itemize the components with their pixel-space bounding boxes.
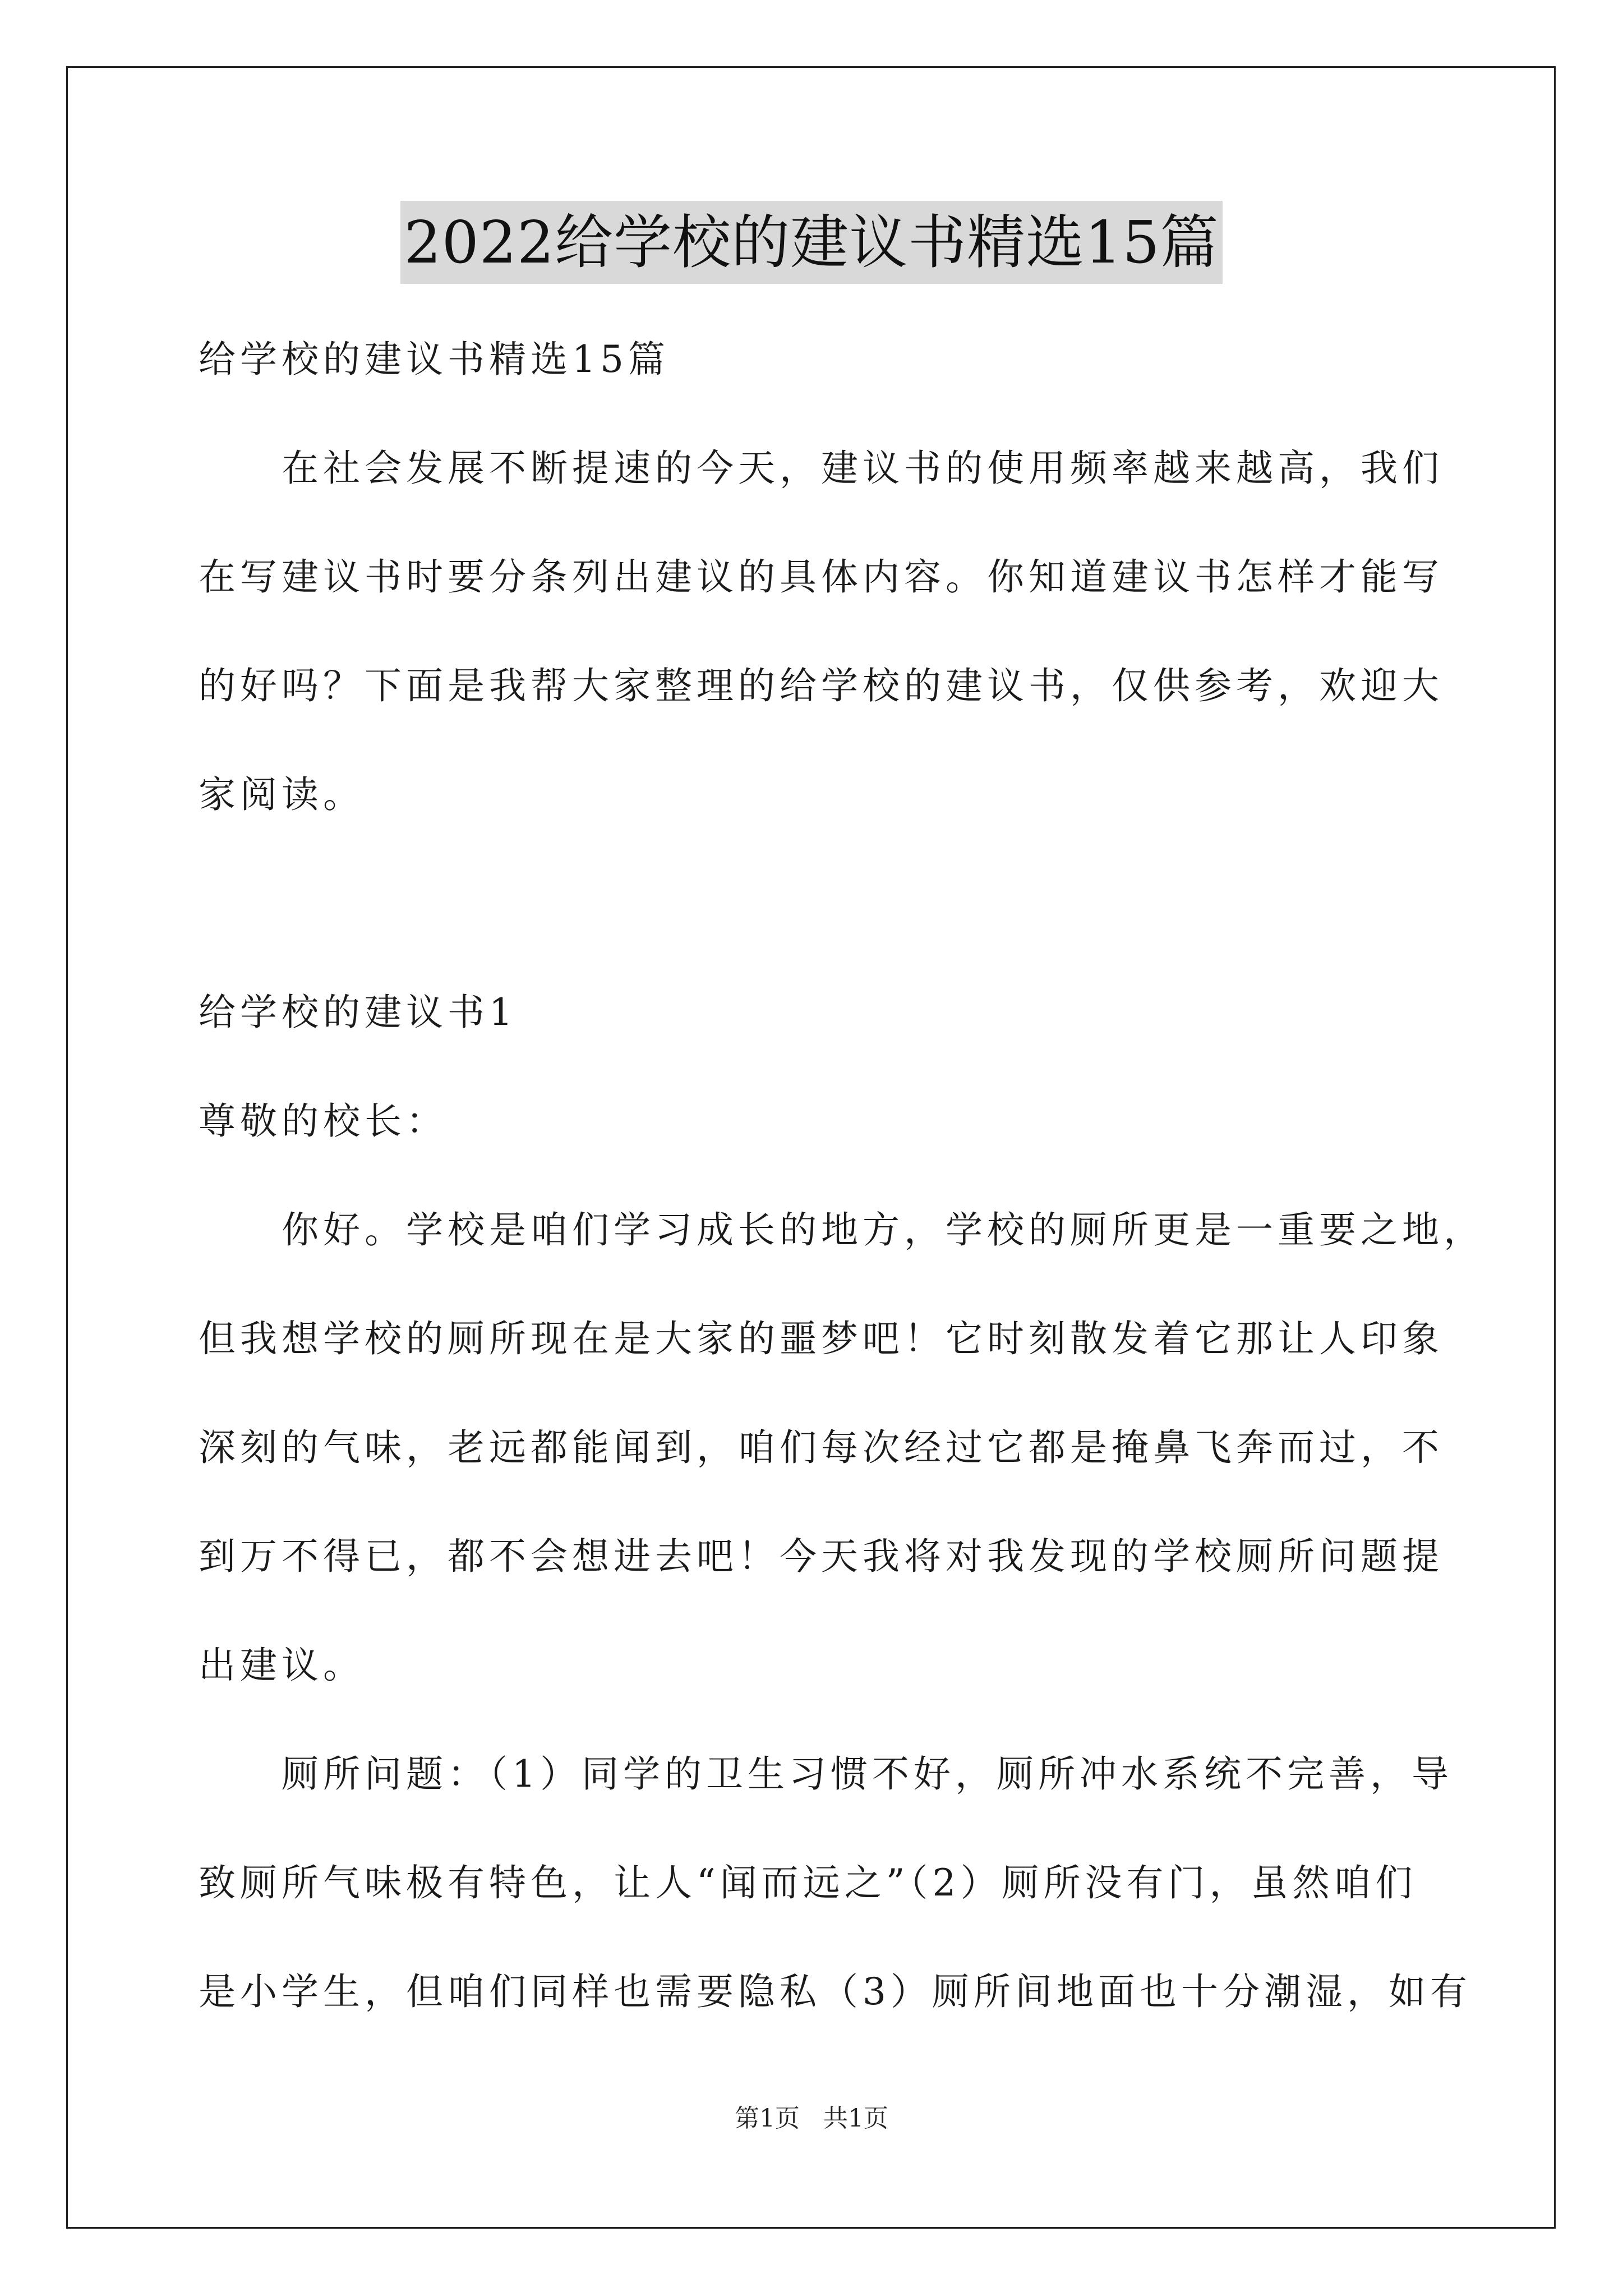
subtitle: 给学校的建议书精选15篇 — [199, 338, 670, 381]
paragraph-line: 出建议。 — [199, 1644, 365, 1687]
salutation: 尊敬的校长： — [199, 1099, 448, 1143]
paragraph-line: 厕所问题：（1）同学的卫生习惯不好，厕所冲水系统不完善，导 — [282, 1752, 1453, 1796]
paragraph-line: 是小学生，但咱们同样也需要隐私（3）厕所间地面也十分潮湿，如有 — [199, 1970, 1472, 2013]
paragraph-line: 致厕所气味极有特色，让人“闻而远之”（2）厕所没有门，虽然咱们 — [199, 1861, 1417, 1904]
intro-line: 家阅读。 — [199, 773, 365, 816]
paragraph-line: 但我想学校的厕所现在是大家的噩梦吧！它时刻散发着它那让人印象 — [199, 1317, 1444, 1360]
paragraph-line: 你好。学校是咱们学习成长的地方，学校的厕所更是一重要之地， — [282, 1208, 1485, 1251]
intro-line: 在社会发展不断提速的今天，建议书的使用频率越来越高，我们 — [282, 447, 1444, 490]
paragraph-line: 深刻的气味，老远都能闻到，咱们每次经过它都是掩鼻飞奔而过，不 — [199, 1426, 1444, 1469]
intro-line: 的好吗？下面是我帮大家整理的给学校的建议书，仅供参考，欢迎大 — [199, 664, 1444, 707]
paragraph-line: 到万不得已，都不会想进去吧！今天我将对我发现的学校厕所问题提 — [199, 1535, 1444, 1578]
page-footer: 第1页 共1页 — [735, 2104, 888, 2133]
section-heading: 给学校的建议书1 — [199, 991, 517, 1034]
title-wrap — [0, 201, 1623, 284]
document-body — [199, 305, 1485, 2046]
spacer — [199, 849, 1455, 958]
intro-line: 在写建议书时要分条列出建议的具体内容。你知道建议书怎样才能写 — [199, 555, 1444, 599]
document-title: 2022给学校的建议书精选15篇 — [400, 201, 1222, 284]
